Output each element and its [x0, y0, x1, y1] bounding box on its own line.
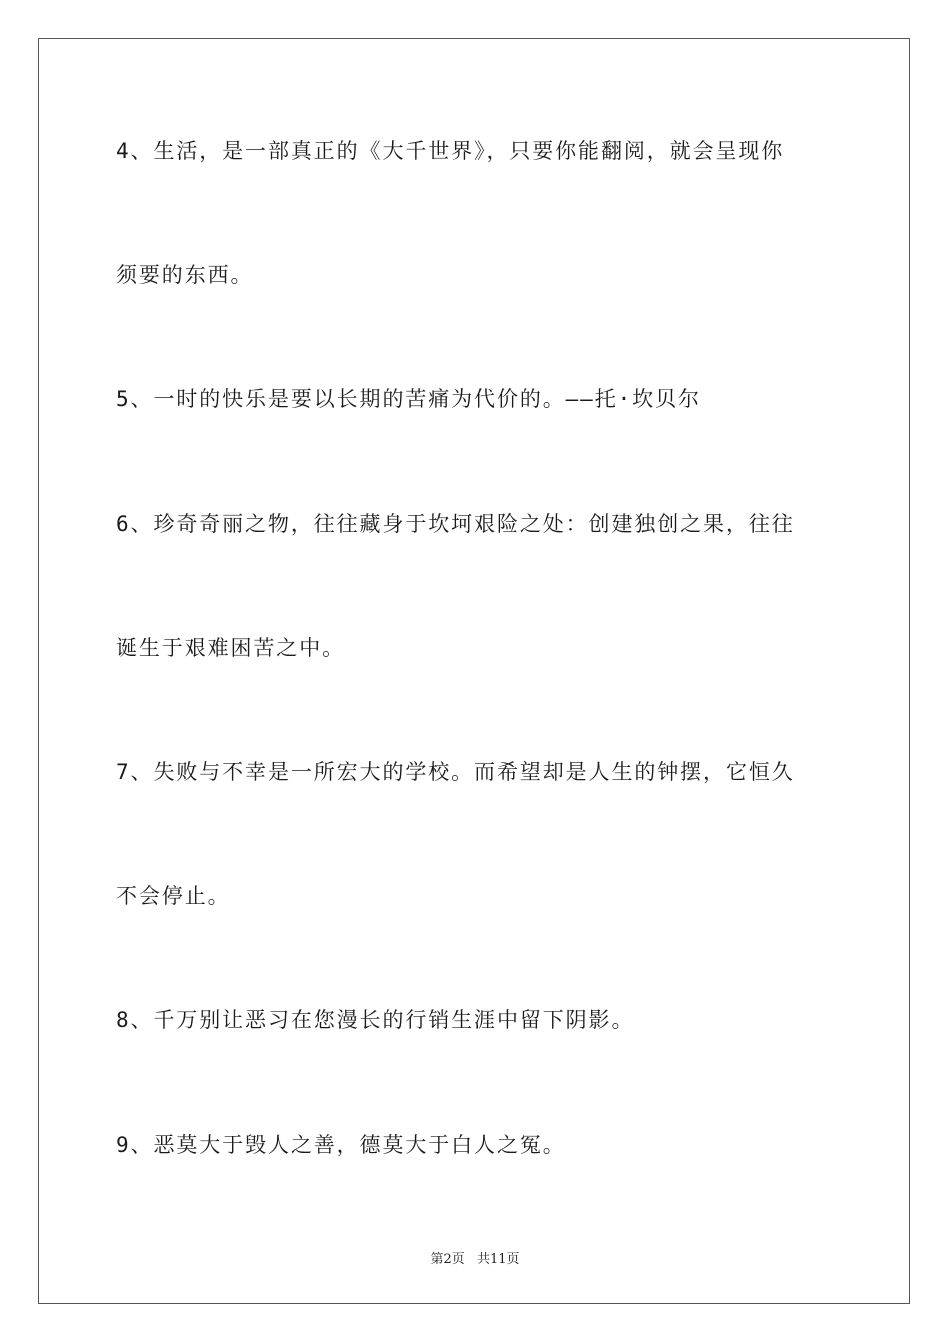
text-line: 6、珍奇奇丽之物，往往藏身于坎坷艰险之处：创建独创之果，往往	[116, 512, 795, 536]
text-line: 8、千万别让恶习在您漫长的行销生涯中留下阴影。	[116, 1008, 635, 1032]
text-line: 须要的东西。	[116, 263, 254, 287]
text-line: 7、失败与不幸是一所宏大的学校。而希望却是人生的钟摆，它恒久	[116, 760, 795, 784]
text-line: 9、恶莫大于毁人之善，德莫大于白人之冤。	[116, 1133, 566, 1157]
text-line: 5、一时的快乐是要以长期的苦痛为代价的。——托·坎贝尔	[116, 387, 701, 411]
page-number: 第2页	[430, 1252, 465, 1267]
page-total: 共11页	[476, 1252, 520, 1267]
text-line: 诞生于艰难困苦之中。	[116, 636, 345, 660]
text-line: 4、生活，是一部真正的《大千世界》，只要你能翻阅，就会呈现你	[116, 139, 785, 163]
text-line: 不会停止。	[116, 884, 231, 908]
page-footer	[0, 1248, 950, 1267]
page-frame	[38, 38, 910, 1304]
